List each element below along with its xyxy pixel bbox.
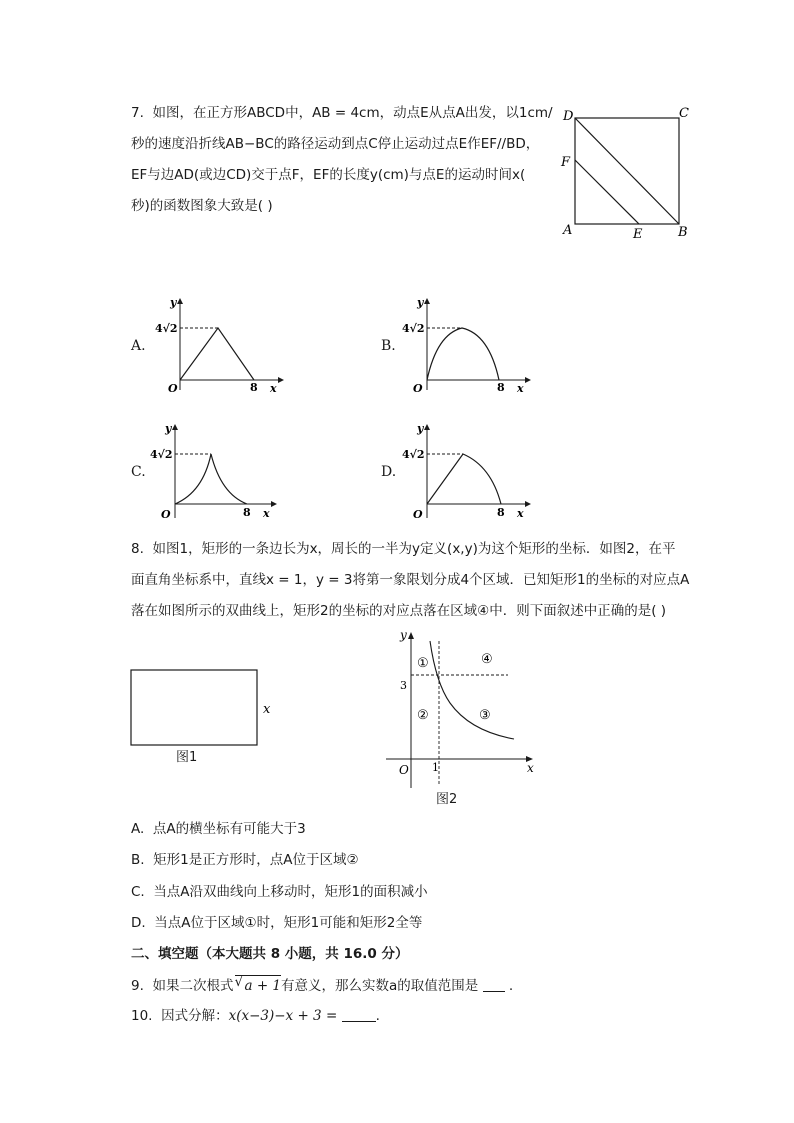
q9-answer-blank[interactable] [483,978,505,992]
x-label: x [517,382,524,395]
choice-d-label: D. [131,915,146,931]
diagonal-bd [575,118,679,224]
q9 [131,975,513,996]
choice-c-label: C. [131,884,145,900]
q8-number: 8. [131,541,144,557]
q8-choice-d[interactable] [131,913,422,933]
choice-a-label: A. [131,821,145,837]
sqrt-icon: √ [234,974,244,990]
q9-radical [235,975,281,996]
q8-choice-a[interactable] [131,819,306,839]
x-axis-arrow [525,377,531,383]
origin: O [413,382,423,395]
q10-text-before: 因式分解： [161,1008,229,1024]
q9-radicand: a + 1 [244,978,282,994]
y-tick: 4√2 [155,322,178,335]
region-3: ③ [479,708,491,723]
label-f: F [561,155,571,170]
x-tick: 8 [243,506,251,519]
y-axis-arrow [424,424,430,430]
curve [427,454,501,504]
q10-answer-blank[interactable] [342,1008,376,1022]
q7-line-4: 秒)的函数图象大致是( ) [131,198,273,214]
y-label: y [400,628,407,642]
y-tick: 4√2 [402,448,425,461]
curve [180,328,254,380]
q10-end: . [375,1008,380,1024]
q8-figure-1 [125,663,285,771]
q8-line-2: 面直角坐标系中，直线x = 1，y = 3将第一象限划分成4个区域．已知矩形1的坐标的对应点A [131,572,690,588]
segment-ef [575,160,639,224]
q9-text-before: 如果二次根式 [152,978,234,994]
section-2-title: 二、填空题（本大题共 8 小题，共 16.0 分） [131,946,409,962]
region-1: ① [417,656,429,671]
q7-square-figure [555,100,705,245]
q8-choice-b[interactable] [131,850,359,870]
x-axis-arrow [278,377,284,383]
hyperbola [430,641,514,739]
choice-c-text: 当点A沿双曲线向上移动时，矩形1的面积减小 [153,884,428,900]
q7-option-b-graph [397,292,532,397]
x-tick: 8 [497,381,505,394]
q7-option-d-graph [397,418,532,523]
choice-b-text: 矩形1是正方形时，点A位于区域 [153,852,347,868]
x-label: x [517,507,524,520]
fig2-caption: 图2 [436,792,458,807]
q10-number: 10. [131,1008,153,1024]
q8-choice-c[interactable] [131,882,428,902]
x-tick: 8 [250,381,258,394]
q8-figure-2 [380,625,540,795]
q9-end: . [508,978,514,994]
x-label: x [263,507,270,520]
x-axis-arrow [525,501,531,507]
choice-b-label: B. [131,852,145,868]
q7-option-a-graph [150,292,285,397]
side-label-x: x [263,702,271,717]
q9-number: 9. [131,978,144,994]
x-axis-arrow [271,501,277,507]
q8-text-1: 如图1，矩形的一条边长为x，周长的一半为y定义(x,y)为这个矩形的坐标．如图2，在平 [152,541,676,557]
q7-line-1 [131,103,553,123]
curve [175,454,247,504]
choice-b-circled: ② [346,852,359,868]
label-d: D [563,109,574,124]
label-c: C [679,106,689,121]
y-label: y [170,296,177,309]
region-4: ④ [481,652,493,667]
q8-line-3: 落在如图所示的双曲线上，矩形2的坐标的对应点落在区域④中．则下面叙述中正确的是( ) [131,603,667,619]
rectangle-1 [131,670,257,745]
q7-option-c-graph [145,418,280,523]
y-axis-arrow [177,298,183,304]
q10-expression: x(x−3)−x + 3 = [228,1008,338,1024]
x-label: x [527,761,534,775]
y-tick: 4√2 [150,448,173,461]
label-b: B [678,225,688,240]
q7-option-c-label: C. [131,464,146,480]
fig1-caption: 图1 [176,750,198,765]
y-label: y [165,422,172,435]
y-tick: 3 [400,679,407,692]
origin: O [161,508,171,521]
q7-line-3: EF与边AD(或边CD)交于点F，EF的长度y(cm)与点E的运动时间x( [131,167,526,183]
q7-option-a-label: A. [131,338,146,354]
q8-line-1 [131,539,675,559]
y-tick: 4√2 [402,322,425,335]
choice-d-text-before: 当点A位于区域 [154,915,245,931]
curve [427,328,499,380]
x-label: x [270,382,277,395]
q7-option-b-label: B. [381,338,396,354]
y-label: y [417,296,424,309]
q10 [131,1006,380,1026]
origin: O [399,763,409,777]
x-tick: 8 [497,506,505,519]
choice-d-text-after: 时，矩形1可能和矩形2全等 [256,915,423,931]
origin: O [168,382,178,395]
y-axis-arrow [424,298,430,304]
q9-text-after: 有意义，那么实数a的取值范围是 [281,978,479,994]
y-axis-arrow [408,632,414,639]
region-2: ② [417,708,429,723]
q7-option-d-label: D. [381,464,397,480]
q7-text-1: 如图，在正方形ABCD中，AB = 4cm，动点E从点A出发，以1cm/ [152,105,553,121]
choice-a-text: 点A的横坐标有可能大于3 [152,821,306,837]
label-e: E [633,227,643,242]
y-axis-arrow [172,424,178,430]
choice-d-circled: ① [244,915,257,931]
q7-line-2: 秒的速度沿折线AB−BC的路径运动到点C停止运动过点E作EF//BD， [131,136,540,152]
label-a: A [563,223,573,238]
y-label: y [417,422,424,435]
origin: O [413,508,423,521]
q7-number: 7. [131,105,144,121]
x-tick: 1 [432,761,439,774]
